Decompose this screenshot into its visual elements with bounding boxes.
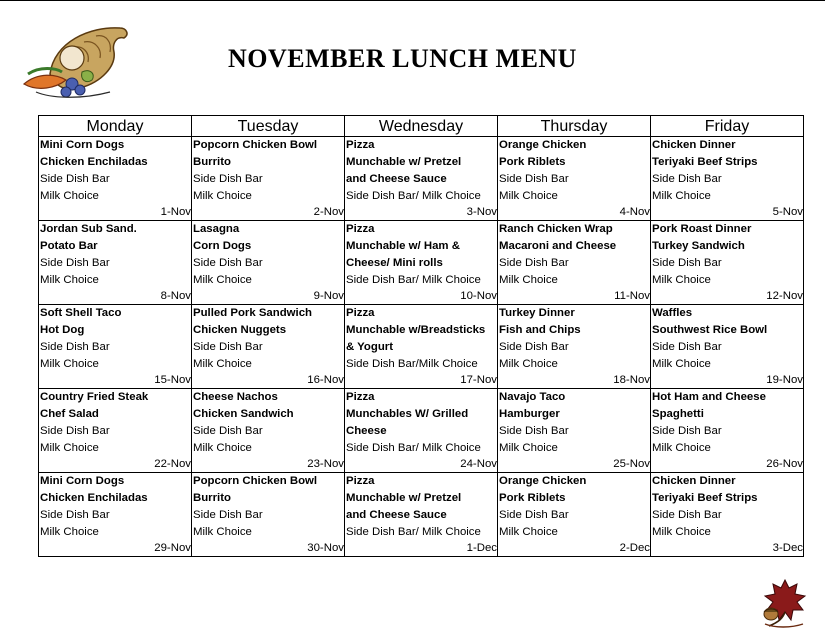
date-label: 1-Nov	[160, 206, 191, 218]
date-label: 24-Nov	[460, 458, 497, 470]
day-cell	[651, 389, 804, 473]
day-cell	[345, 305, 498, 389]
day-cell	[651, 473, 804, 557]
menu-item: Turkey Dinner	[499, 307, 575, 319]
menu-side-item: Milk Choice	[193, 358, 252, 370]
date-label: 5-Nov	[772, 206, 803, 218]
day-cell	[498, 473, 651, 557]
menu-item: Burrito	[193, 492, 231, 504]
menu-side-item: Milk Choice	[40, 190, 99, 202]
week-row	[39, 221, 804, 305]
date-label: 16-Nov	[307, 374, 344, 386]
menu-side-item: Side Dish Bar	[40, 257, 110, 269]
menu-side-item: Side Dish Bar	[652, 425, 722, 437]
menu-side-item: Side Dish Bar	[652, 341, 722, 353]
day-header-thursday: Thursday	[498, 116, 651, 137]
menu-item: Orange Chicken	[499, 139, 587, 151]
menu-side-item: Side Dish Bar/ Milk Choice	[346, 526, 481, 538]
day-cell	[651, 137, 804, 221]
menu-item: Orange Chicken	[499, 475, 587, 487]
date-label: 4-Nov	[619, 206, 650, 218]
day-cell	[39, 389, 192, 473]
menu-side-item: Milk Choice	[652, 190, 711, 202]
day-cell	[651, 221, 804, 305]
menu-side-item: Milk Choice	[499, 358, 558, 370]
day-cell	[192, 137, 345, 221]
menu-side-item: Milk Choice	[40, 274, 99, 286]
menu-item: Pork Roast Dinner	[652, 223, 752, 235]
menu-item: Jordan Sub Sand.	[40, 223, 137, 235]
week-row	[39, 473, 804, 557]
menu-item: Pulled Pork Sandwich	[193, 307, 312, 319]
menu-item: Cheese/ Mini rolls	[346, 257, 443, 269]
menu-item: Pizza	[346, 475, 375, 487]
menu-item: Pork Riblets	[499, 492, 566, 504]
menu-side-item: Side Dish Bar	[193, 425, 263, 437]
date-label: 10-Nov	[460, 290, 497, 302]
menu-item: Chicken Enchiladas	[40, 492, 148, 504]
menu-side-item: Milk Choice	[499, 526, 558, 538]
menu-side-item: Side Dish Bar	[652, 257, 722, 269]
menu-side-item: Milk Choice	[193, 526, 252, 538]
menu-item: Lasagna	[193, 223, 240, 235]
menu-side-item: Side Dish Bar	[40, 173, 110, 185]
week-row	[39, 389, 804, 473]
menu-item: and Cheese Sauce	[346, 509, 447, 521]
menu-item: Waffles	[652, 307, 693, 319]
menu-item: Turkey Sandwich	[652, 240, 745, 252]
day-cell	[498, 221, 651, 305]
menu-item: Country Fried Steak	[40, 391, 149, 403]
menu-item: Teriyaki Beef Strips	[652, 156, 758, 168]
menu-item: Chicken Sandwich	[193, 408, 294, 420]
day-cell	[192, 389, 345, 473]
date-label: 25-Nov	[613, 458, 650, 470]
date-label: 2-Nov	[313, 206, 344, 218]
date-label: 18-Nov	[613, 374, 650, 386]
day-header-monday: Monday	[39, 116, 192, 137]
date-label: 19-Nov	[766, 374, 803, 386]
menu-side-item: Side Dish Bar/ Milk Choice	[346, 274, 481, 286]
menu-item: Navajo Taco	[499, 391, 566, 403]
menu-side-item: Side Dish Bar	[40, 425, 110, 437]
menu-item: Hamburger	[499, 408, 560, 420]
menu-item: Pork Riblets	[499, 156, 566, 168]
date-label: 26-Nov	[766, 458, 803, 470]
menu-side-item: Milk Choice	[193, 274, 252, 286]
day-cell	[345, 473, 498, 557]
date-label: 22-Nov	[154, 458, 191, 470]
menu-side-item: Milk Choice	[40, 358, 99, 370]
menu-item: Teriyaki Beef Strips	[652, 492, 758, 504]
menu-side-item: Milk Choice	[193, 442, 252, 454]
day-cell	[39, 305, 192, 389]
menu-item: Potato Bar	[40, 240, 98, 252]
menu-item: & Yogurt	[346, 341, 394, 353]
menu-side-item: Milk Choice	[40, 442, 99, 454]
menu-item: Soft Shell Taco	[40, 307, 122, 319]
day-cell	[498, 137, 651, 221]
date-label: 23-Nov	[307, 458, 344, 470]
menu-item: Popcorn Chicken Bowl	[193, 475, 318, 487]
menu-item: Spaghetti	[652, 408, 704, 420]
menu-side-item: Milk Choice	[652, 526, 711, 538]
autumn-leaf-icon	[755, 574, 811, 630]
date-label: 11-Nov	[614, 290, 650, 302]
menu-item: Corn Dogs	[193, 240, 252, 252]
menu-side-item: Side Dish Bar	[499, 341, 569, 353]
day-cell	[39, 137, 192, 221]
menu-side-item: Side Dish Bar	[193, 341, 263, 353]
day-cell	[192, 305, 345, 389]
menu-side-item: Side Dish Bar/ Milk Choice	[346, 190, 481, 202]
menu-side-item: Side Dish Bar	[193, 257, 263, 269]
menu-item: Burrito	[193, 156, 231, 168]
menu-side-item: Side Dish Bar	[499, 173, 569, 185]
menu-item: Chicken Enchiladas	[40, 156, 148, 168]
lunch-menu-calendar	[38, 115, 804, 557]
menu-side-item: Milk Choice	[499, 274, 558, 286]
menu-item: Southwest Rice Bowl	[652, 324, 768, 336]
menu-item: Mini Corn Dogs	[40, 475, 125, 487]
day-cell	[651, 305, 804, 389]
date-label: 2-Dec	[619, 542, 650, 554]
menu-item: Fish and Chips	[499, 324, 581, 336]
menu-side-item: Milk Choice	[499, 190, 558, 202]
top-rule	[0, 0, 825, 1]
menu-item: Hot Ham and Cheese	[652, 391, 766, 403]
menu-item: Hot Dog	[40, 324, 85, 336]
day-header-friday: Friday	[651, 116, 804, 137]
day-cell	[192, 221, 345, 305]
menu-item: Macaroni and Cheese	[499, 240, 617, 252]
menu-side-item: Side Dish Bar	[652, 509, 722, 521]
date-label: 3-Dec	[772, 542, 803, 554]
menu-item: Pizza	[346, 223, 375, 235]
menu-item: Pizza	[346, 139, 375, 151]
day-cell	[498, 389, 651, 473]
menu-side-item: Side Dish Bar	[499, 425, 569, 437]
day-header-wednesday: Wednesday	[345, 116, 498, 137]
date-label: 15-Nov	[154, 374, 191, 386]
menu-side-item: Side Dish Bar	[193, 509, 263, 521]
date-label: 29-Nov	[154, 542, 191, 554]
menu-item: Ranch Chicken Wrap	[499, 223, 613, 235]
day-cell	[345, 221, 498, 305]
date-label: 12-Nov	[766, 290, 803, 302]
menu-side-item: Side Dish Bar	[652, 173, 722, 185]
menu-item: Munchable w/ Pretzel	[346, 156, 462, 168]
menu-side-item: Side Dish Bar	[40, 509, 110, 521]
menu-item: Cheese Nachos	[193, 391, 278, 403]
day-cell	[39, 221, 192, 305]
menu-item: Munchable w/ Pretzel	[346, 492, 462, 504]
date-label: 30-Nov	[307, 542, 344, 554]
week-row	[39, 137, 804, 221]
menu-side-item: Side Dish Bar/Milk Choice	[346, 358, 478, 370]
menu-item: Pizza	[346, 391, 375, 403]
menu-item: Mini Corn Dogs	[40, 139, 125, 151]
date-label: 9-Nov	[313, 290, 344, 302]
day-cell	[192, 473, 345, 557]
day-header-tuesday: Tuesday	[192, 116, 345, 137]
date-label: 3-Nov	[466, 206, 497, 218]
menu-item: Munchables W/ Grilled	[346, 408, 469, 420]
day-cell	[345, 137, 498, 221]
week-row	[39, 305, 804, 389]
menu-item: Chef Salad	[40, 408, 99, 420]
menu-item: and Cheese Sauce	[346, 173, 447, 185]
menu-item: Chicken Dinner	[652, 475, 736, 487]
menu-side-item: Milk Choice	[652, 274, 711, 286]
menu-item: Popcorn Chicken Bowl	[193, 139, 318, 151]
menu-item: Cheese	[346, 425, 387, 437]
menu-item: Munchable w/Breadsticks	[346, 324, 486, 336]
weekday-header-row	[39, 116, 804, 137]
menu-side-item: Side Dish Bar	[499, 257, 569, 269]
menu-side-item: Milk Choice	[40, 526, 99, 538]
menu-side-item: Milk Choice	[499, 442, 558, 454]
menu-item: Munchable w/ Ham &	[346, 240, 460, 252]
menu-item: Pizza	[346, 307, 375, 319]
page-title: NOVEMBER LUNCH MENU	[228, 44, 577, 73]
menu-side-item: Side Dish Bar	[40, 341, 110, 353]
menu-side-item: Milk Choice	[652, 358, 711, 370]
menu-item: Chicken Dinner	[652, 139, 736, 151]
day-cell	[345, 389, 498, 473]
menu-side-item: Side Dish Bar	[499, 509, 569, 521]
menu-item: Chicken Nuggets	[193, 324, 287, 336]
menu-side-item: Side Dish Bar	[193, 173, 263, 185]
date-label: 17-Nov	[460, 374, 497, 386]
menu-side-item: Milk Choice	[652, 442, 711, 454]
day-cell	[39, 473, 192, 557]
menu-side-item: Side Dish Bar/ Milk Choice	[346, 442, 481, 454]
menu-side-item: Milk Choice	[193, 190, 252, 202]
day-cell	[498, 305, 651, 389]
date-label: 8-Nov	[160, 290, 191, 302]
date-label: 1-Dec	[466, 542, 497, 554]
